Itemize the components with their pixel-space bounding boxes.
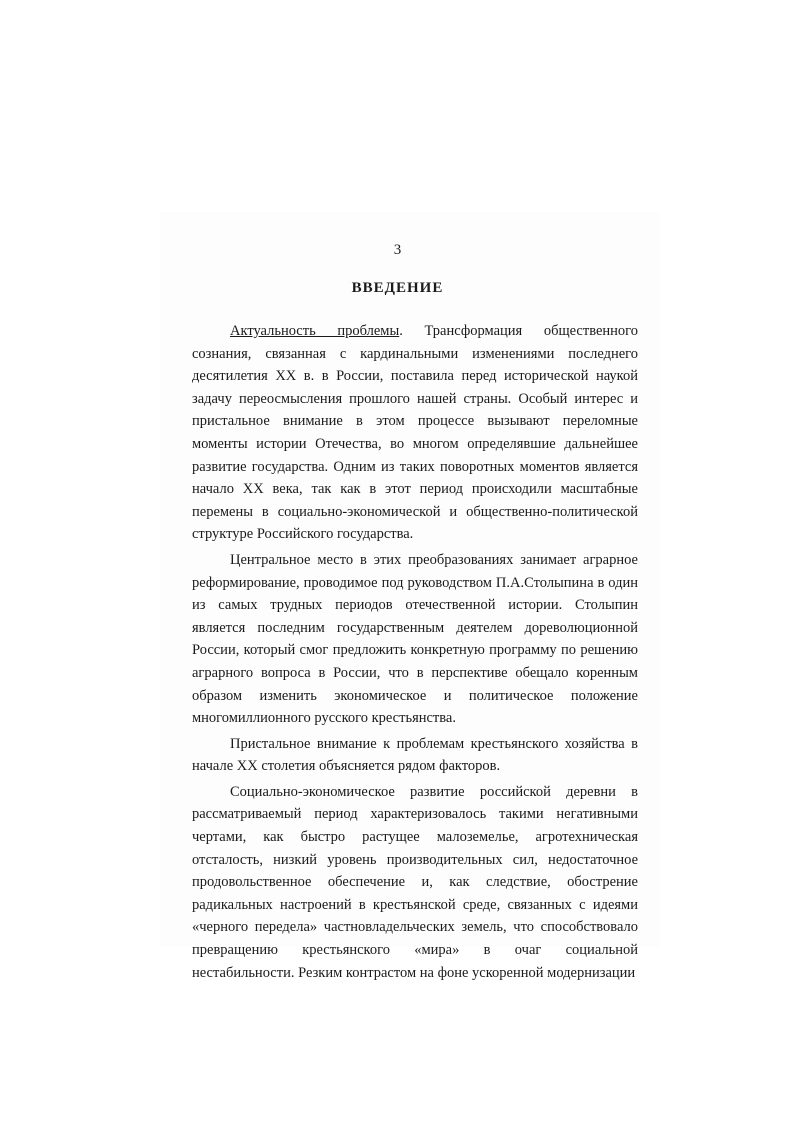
paragraph-text: . Трансформация общественного сознания, связанная с кардинальными изменениями последнего десятилетия XX в. в России, поставила перед исторической наукой задачу переосмысления прошлого нашей страны. Особый интерес и пристальное внимание в этом процессе вызывают переломные моменты истории Отечества, во многом определявшие дальнейшее развитие государства. Одним из таких поворотных моментов является начало XX века, так как в этот период происходили масштабные перемены в социально-экономической и общественно-политической структуре Российского государства. [192,323,638,543]
paragraph-attention: Пристальное внимание к проблемам крестьянского хозяйства в начале XX столетия объясняется рядом факторов. [192,735,638,775]
page-heading: ВВЕДЕНИЕ [351,280,444,296]
relevance-label: Актуальность проблемы [230,323,400,339]
paragraph-reform: Центральное место в этих преобразованиях занимает аграрное реформирование, проводимое под руководством П.А.Столыпина в один из самых трудных периодов отечественной истории. Столыпин является последним государственным деятелем дореволюционной России, который смог предложить конкретную программу по решению аграрного вопроса в России, что в перспективе обещало коренным образом изменить экономическое и политическое положение многомиллионного русского крестьянства. [192,551,638,727]
paragraph-relevance [192,320,638,546]
document-body [192,320,638,984]
paragraph-socioeconomic: Социально-экономическое развитие российской деревни в рассматриваемый период характеризовалось такими негативными чертами, как быстро растущее малоземелье, агротехническая отсталость, низкий уровень производительных сил, недостаточное продовольственное обеспечение и, как следствие, обострение радикальных настроений в крестьянской среде, связанных с идеями «черного передела» частновладельческих земель, что способствовало превращению крестьянского «мира» в очаг социальной нестабильности. Резким контрастом на фоне ускоренной модернизации [192,783,638,981]
page-number: 3 [393,242,402,258]
